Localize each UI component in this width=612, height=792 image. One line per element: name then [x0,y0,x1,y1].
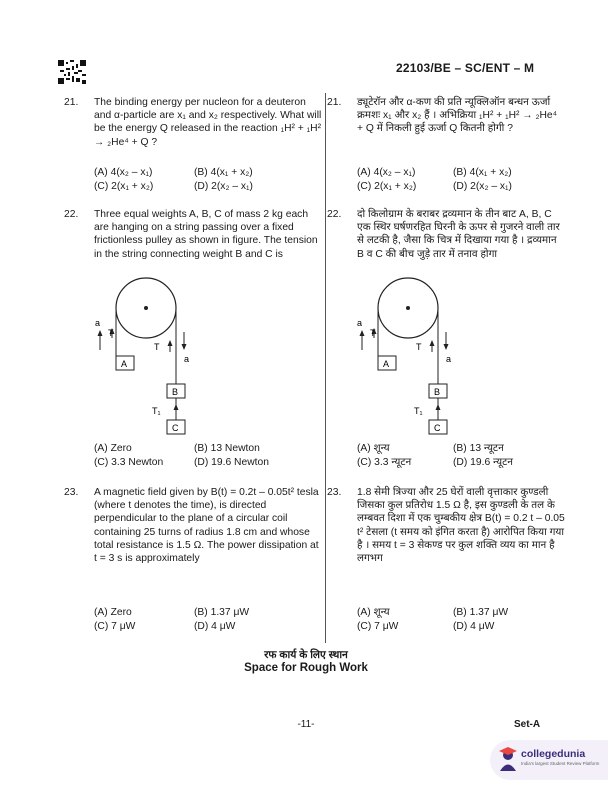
pulley-axle [144,306,148,310]
label-block-c: C [172,423,179,433]
question-text: The binding energy per nucleon for a deuteron and α-particle are x₁ and x₂ respectively. What will be the energy Q released in the reaction ₁H² + ₁H² → ₂He⁴ + Q ? [94,97,322,148]
paper-code: 22103/BE – SC/ENT – M [396,61,535,75]
option-d[interactable]: (D) 19.6 Newton [194,456,269,468]
label-a-left: a [95,318,101,328]
option-c[interactable]: (C) 3.3 न्यूटन [357,456,412,468]
question-text: Three equal weights A, B, C of mass 2 kg each are hanging on a string passing over a fixed frictionless pulley as shown in figure. The tension in the string connecting weight B and C is [94,209,318,260]
label-a-right: a [446,354,452,364]
question-number: 21. [327,97,342,108]
question-number: 22. [64,209,79,220]
option-a[interactable]: (A) 4(x₂ – x₁) [357,167,416,178]
option-b[interactable]: (B) 1.37 μW [453,607,509,618]
rough-work-heading-en: Space for Rough Work [244,662,368,674]
question-number: 22. [327,209,342,220]
question-number: 23. [64,487,79,498]
set-label: Set-A [514,719,541,730]
option-d[interactable]: (D) 4 μW [194,620,236,632]
label-block-c: C [434,423,441,433]
option-c[interactable]: (C) 7 μW [94,620,136,632]
option-d[interactable]: (D) 19.6 न्यूटन [453,456,513,468]
watermark-tagline: India's largest Student Review Platform [521,761,600,766]
graduate-icon [497,746,519,772]
label-block-a: A [121,359,128,369]
option-d[interactable]: (D) 2(x₂ – x₁) [194,180,253,192]
pulley-figure-en [88,276,208,436]
option-d[interactable]: (D) 4 μW [453,620,495,632]
label-t-left: T [370,328,376,338]
label-block-b: B [172,387,179,397]
label-t-left: T [108,328,114,338]
question-text: 1.8 सेमी त्रिज्या और 25 घेरों वाली वृत्ताकार कुण्डली जिसका कुल प्रतिरोध 1.5 Ω है, इस कुण्डली के तल के लम्बवत दिशा में एक चुम्बकीय क्षेत्र B(t) = 0.2 t – 0.05 t² टेसला (t समय को इंगित करता है) आरोपित किया गया है । समय t = 3 सेकण्ड पर कुल शक्ति व्यय का मान है लगभग [357,487,565,565]
option-c[interactable]: (C) 3.3 Newton [94,456,164,468]
options [94,442,324,469]
option-a[interactable]: (A) Zero [94,607,132,618]
label-a-right: a [184,354,190,364]
options [94,606,324,633]
label-block-b: B [434,387,441,397]
question-number: 21. [64,97,79,108]
option-c[interactable]: (C) 2(x₁ + x₂) [357,180,417,192]
label-a-left: a [357,318,363,328]
pulley-figure-hi [350,276,470,436]
question-text: दो किलोग्राम के बराबर द्रव्यमान के तीन बाट A, B, C एक स्थिर घर्षणरहित घिरनी के ऊपर से गुजरने वाली तार से लटकी है, जैसा कि चित्र में दिखाया गया है । द्रव्यमान B व C की बीच जुड़े तार में तनाव होगा [357,209,560,260]
label-t-mid: T [416,342,422,352]
label-block-a: A [383,359,390,369]
option-c[interactable]: (C) 2(x₁ + x₂) [94,180,154,192]
question-text: ड्यूटेरॉन और α-कण की प्रति न्यूक्लिऑन बन्धन ऊर्जा क्रमशः x₁ और x₂ हैं । अभिक्रिया ₁H² + ₁H² → ₂He⁴ + Q में निकली हुई ऊर्जा Q कितनी होगी ? [357,97,558,135]
page-number: -11- [297,719,315,730]
options [357,166,565,193]
label-t1: T₁ [414,406,423,416]
qr-code-icon [58,60,86,84]
label-t1: T₁ [152,406,161,416]
question-number: 23. [327,487,342,498]
option-d[interactable]: (D) 2(x₂ – x₁) [453,180,512,192]
options [357,606,565,633]
option-a[interactable]: (A) शून्य [357,607,390,618]
option-a[interactable]: (A) शून्य [357,443,390,454]
option-b[interactable]: (B) 4(x₁ + x₂) [453,167,512,178]
rough-work-heading-hi: रफ कार्य के लिए स्थान [264,649,348,661]
option-b[interactable]: (B) 1.37 μW [194,607,250,618]
label-t-mid: T [154,342,160,352]
watermark-brand: collegedunia [521,748,586,760]
option-a[interactable]: (A) Zero [94,443,132,454]
option-c[interactable]: (C) 7 μW [357,620,399,632]
option-b[interactable]: (B) 13 Newton [194,443,260,454]
question-text: A magnetic field given by B(t) = 0.2t – 0.05t² tesla (where t denotes the time), is directed perpendicular to the plane of a circular coil containing 25 turns of radius 1.8 cm and whose total resistance is 1.5 Ω. The power dissipation at t = 3 s is approximately [94,487,319,565]
option-a[interactable]: (A) 4(x₂ – x₁) [94,167,153,178]
options [94,166,324,193]
option-b[interactable]: (B) 13 न्यूटन [453,443,504,454]
option-b[interactable]: (B) 4(x₁ + x₂) [194,167,253,178]
options [357,442,565,469]
column-divider [325,93,326,643]
pulley-axle [406,306,410,310]
